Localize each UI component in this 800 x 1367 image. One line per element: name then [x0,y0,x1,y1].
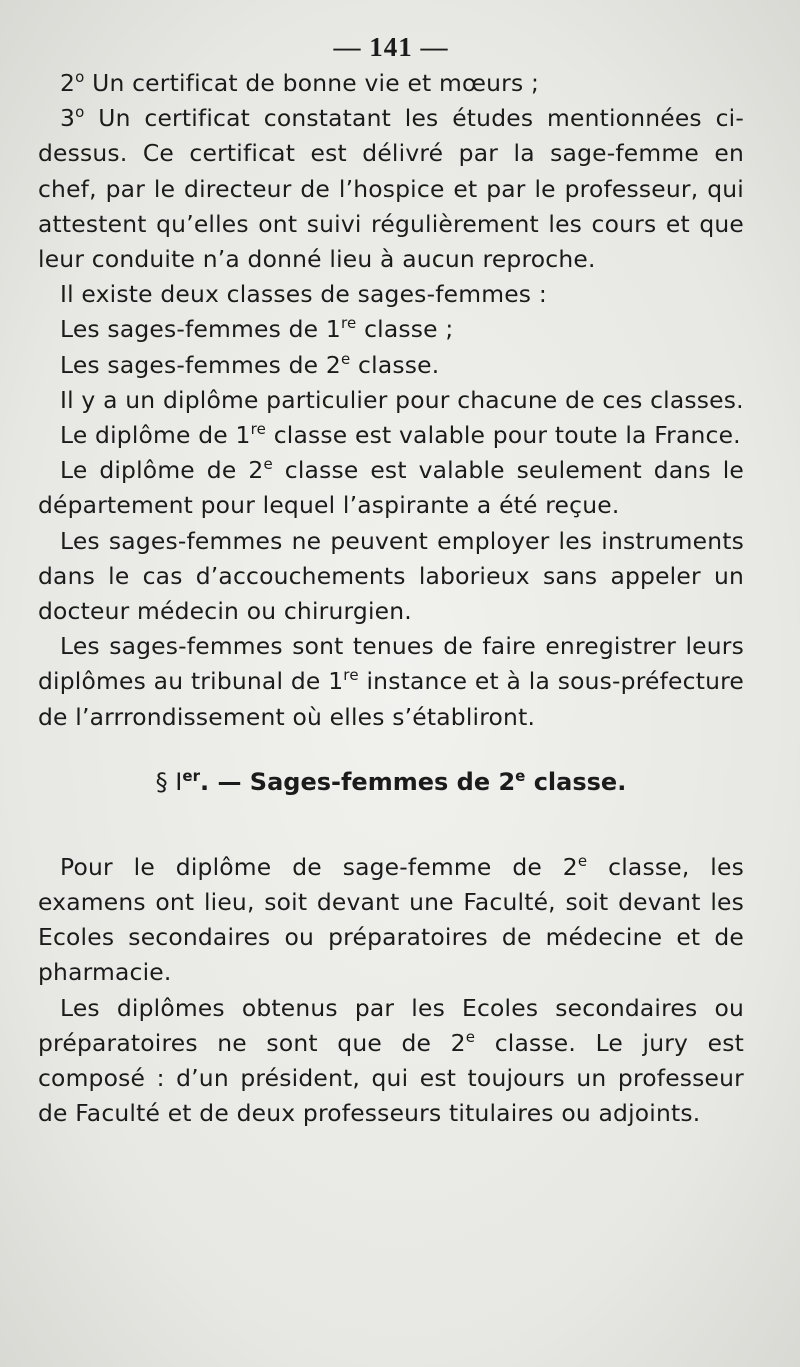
paragraph-certificat-moeurs: 2$^o$ Un certificat de bonne vie et mœurs ; [60,68,540,97]
paragraph-certificat-etudes: 3$^o$ Un certificat constatant les études mentionnées ci-dessus. Ce certificat est délivré par la sage-femme en chef, par le directeur de l’hospice et par le professeur, qui attestent qu’elles ont suivi régulièrement les cours et que leur conduite n’a donné lieu à aucun reproche. [38,103,744,274]
paragraph-deuxieme-classe: Les sages-femmes de 2e classe. [60,349,440,379]
paragraph-diplome-particulier: Il y a un diplôme particulier pour chacune de ces classes. [60,385,744,414]
page-number: — 141 — [333,32,449,62]
paragraph-diplome-deuxieme: Le diplôme de 2e classe est valable seulement dans le département pour lequel l’aspirante a été reçue. [38,455,744,520]
paragraph-enregistrement: Les sages-femmes sont tenues de faire enregistrer leurs diplômes au tribunal de 1re instance et à la sous-préfecture de l’arrrondissement où elles s’établiront. [38,632,744,731]
body-text-top [38,66,744,735]
paragraph-diplome-premiere: Le diplôme de 1re classe est valable pour toute la France. [60,420,741,450]
paragraph-deux-classes: Il existe deux classes de sages-femmes : [60,280,547,309]
paragraph-jury: Les diplômes obtenus par les Ecoles secondaires ou préparatoires ne sont que de 2e classe. Le jury est composé : d’un président, qui est toujours un professeur de Faculté et de deux professeurs titulaires ou adjoints. [38,993,744,1128]
body-text-bottom [38,850,744,1132]
paragraph-premiere-classe: Les sages-femmes de 1re classe ; [60,314,454,344]
paragraph-examens: Pour le diplôme de sage-femme de 2e classe, les examens ont lieu, soit devant une Faculté, soit devant les Ecoles secondaires ou préparatoires de médecine et de pharmacie. [38,852,744,987]
paragraph-instruments: Les sages-femmes ne peuvent employer les instruments dans le cas d’accouchements laborieux sans appeler un docteur médecin ou chirurgien. [38,526,744,626]
section-heading: § Ier. — Sages-femmes de 2e classe. [155,766,627,796]
